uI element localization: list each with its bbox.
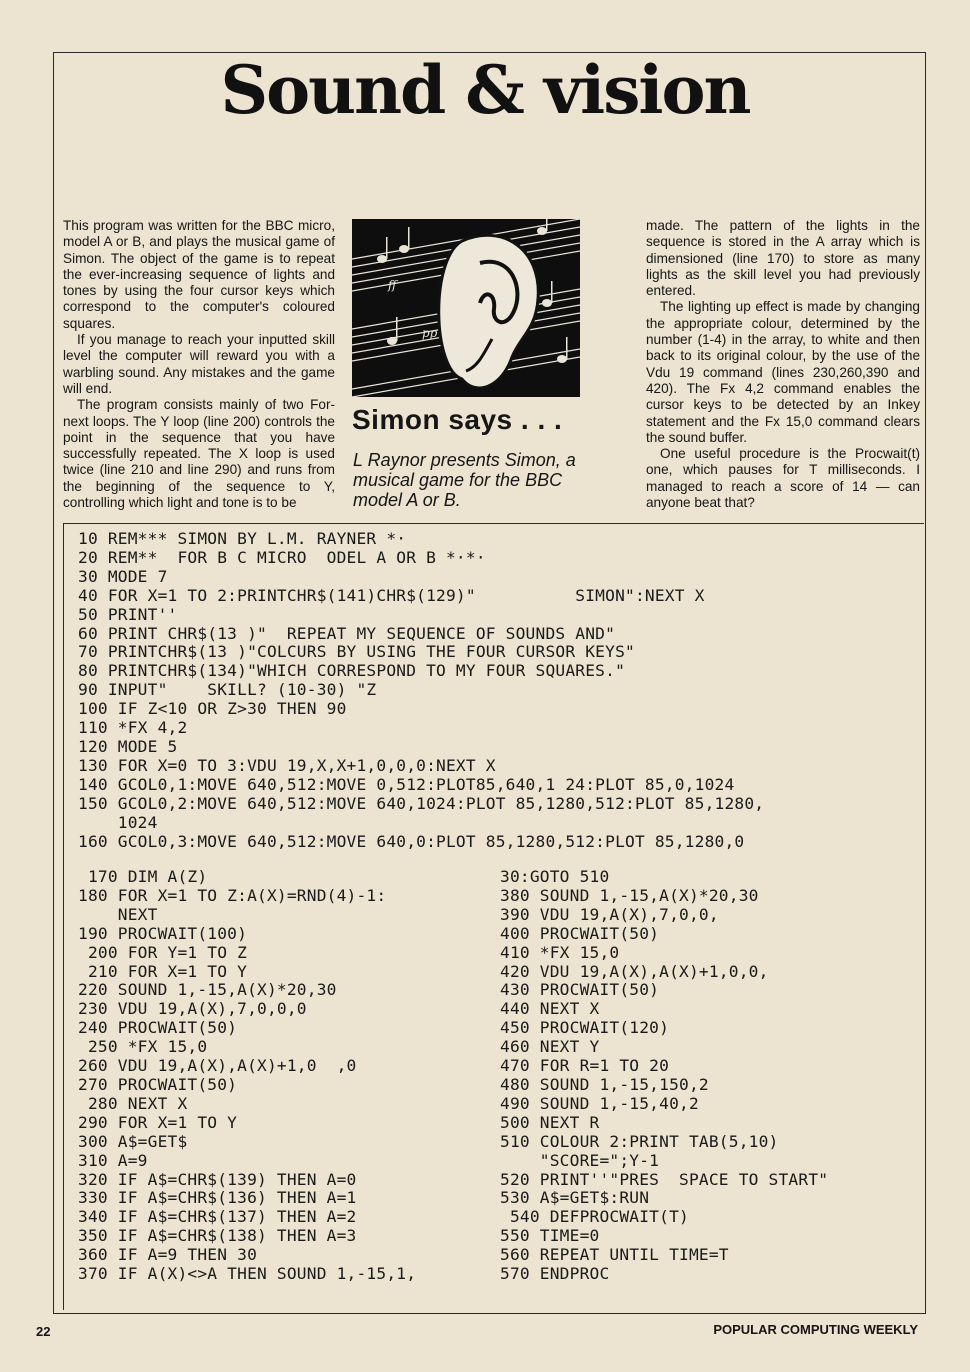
code-listing-left (78, 868, 416, 1284)
code-line: 240 PROCWAIT(50) (78, 1018, 238, 1038)
code-line: 40 FOR X=1 TO 2:PRINTCHR$(141)CHR$(129)" SIMON":NEXT X (78, 585, 705, 605)
code-line: 560 REPEAT UNTIL TIME=T (500, 1245, 729, 1265)
code-line: 310 A=9 (78, 1150, 148, 1170)
code-line: 280 NEXT X (78, 1093, 188, 1113)
code-line: 180 FOR X=1 TO Z:A(X)=RND(4)-1: (78, 885, 387, 905)
code-line: 140 GCOL0,1:MOVE 640,512:MOVE 0,512:PLOT85,640,1 24:PLOT 85,0,1024 (78, 774, 735, 794)
code-line: 530 A$=GET$:RUN (500, 1188, 650, 1208)
code-line: 440 NEXT X (500, 999, 600, 1019)
standfirst: L Raynor presents Simon, a musical game for the BBC model A or B. (353, 450, 576, 510)
svg-text:pp: pp (422, 326, 438, 340)
code-line: 130 FOR X=0 TO 3:VDU 19,X,X+1,0,0,0:NEXT X (78, 755, 496, 775)
code-line: 80 PRINTCHR$(134)"WHICH CORRESPOND TO MY FOUR SQUARES." (78, 661, 626, 681)
code-line: 400 PROCWAIT(50) (500, 923, 660, 943)
code-line: 160 GCOL0,3:MOVE 640,512:MOVE 640,0:PLOT 85,1280,512:PLOT 85,1280,0 (78, 831, 745, 851)
code-line: 520 PRINT''"PRES SPACE TO START" (500, 1169, 829, 1189)
code-line: 460 NEXT Y (500, 1037, 600, 1057)
code-line: 260 VDU 19,A(X),A(X)+1,0 ,0 (78, 1056, 357, 1076)
code-line: 370 IF A(X)<>A THEN SOUND 1,-15,1, (78, 1264, 417, 1284)
code-line: 200 FOR Y=1 TO Z (78, 942, 248, 962)
code-line: 340 IF A$=CHR$(137) THEN A=2 (78, 1207, 357, 1227)
code-line: 250 *FX 15,0 (78, 1037, 208, 1057)
code-line: 410 *FX 15,0 (500, 942, 620, 962)
magazine-name: POPULAR COMPUTING WEEKLY (713, 1322, 918, 1337)
code-line: 100 IF Z<10 OR Z>30 THEN 90 (78, 699, 347, 719)
code-line: 110 *FX 4,2 (78, 718, 188, 738)
code-listing-right (500, 868, 828, 1284)
code-line: 20 REM** FOR B C MICRO ODEL A OR B *·*· (78, 547, 486, 567)
code-line: 1024 (78, 812, 158, 832)
code-line: 380 SOUND 1,-15,A(X)*20,30 (500, 885, 759, 905)
code-line: 320 IF A$=CHR$(139) THEN A=0 (78, 1169, 357, 1189)
code-line: 470 FOR R=1 TO 20 (500, 1056, 670, 1076)
intro-column-3 (646, 218, 920, 511)
code-line: 220 SOUND 1,-15,A(X)*20,30 (78, 980, 337, 1000)
code-line: 120 MODE 5 (78, 736, 178, 756)
code-line: 170 DIM A(Z) (78, 867, 208, 886)
code-line: 50 PRINT'' (78, 604, 178, 624)
code-line: 330 IF A$=CHR$(136) THEN A=1 (78, 1188, 357, 1208)
code-line: 60 PRINT CHR$(13 )" REPEAT MY SEQUENCE OF SOUNDS AND" (78, 623, 616, 643)
code-line: 150 GCOL0,2:MOVE 640,512:MOVE 640,1024:PLOT 85,1280,512:PLOT 85,1280, (78, 793, 765, 813)
code-line: 450 PROCWAIT(120) (500, 1018, 670, 1038)
code-line: 300 A$=GET$ (78, 1131, 188, 1151)
code-line: 10 REM*** SIMON BY L.M. RAYNER *· (78, 529, 407, 548)
code-line: 30 MODE 7 (78, 566, 168, 586)
code-line: 550 TIME=0 (500, 1226, 600, 1246)
intro-paragraph: This program was written for the BBC micro, model A or B, and plays the musical game of Simon. The object of the game is to repeat the ever-increasing sequence of lights and tones by using the four cursor keys which correspond to the computer's coloured squares. (63, 218, 335, 331)
code-line: NEXT (78, 904, 158, 924)
page-title: Sound & vision (220, 51, 750, 129)
intro-paragraph: The program consists mainly of two For-next loops. The Y loop (line 200) controls the point in the sequence that you have successfully repeated. The X loop is used twice (line 210 and line 290) and runs from the beginning of the sequence to Y, controlling which light and tone is to be (63, 397, 335, 511)
svg-text:ff: ff (388, 278, 397, 292)
code-line: 270 PROCWAIT(50) (78, 1074, 238, 1094)
intro-paragraph: made. The pattern of the lights in the sequence is stored in the A array which is dimensioned (line 170) to store as many lights as the skill level you had previously entered. (646, 218, 920, 299)
code-line: 390 VDU 19,A(X),7,0,0, (500, 904, 719, 924)
code-line: 30:GOTO 510 (500, 867, 610, 886)
code-listing-top (78, 530, 764, 851)
code-line: 290 FOR X=1 TO Y (78, 1112, 238, 1132)
code-line: 500 NEXT R (500, 1112, 600, 1132)
intro-paragraph: The lighting up effect is made by changing the appropriate colour, determined by the number (1-4) in the array, to white and then back to its original colour, by the use of the Vdu 19 command (lines 230,260,390 and 420). The Fx 4,2 command enables the cursor keys to be detected by an Inkey statement and the Fx 15,0 command clears the sound buffer. (646, 299, 920, 445)
code-line: 480 SOUND 1,-15,150,2 (500, 1074, 709, 1094)
ear-icon (352, 219, 580, 397)
code-line: 420 VDU 19,A(X),A(X)+1,0,0, (500, 961, 769, 981)
code-line: 190 PROCWAIT(100) (78, 923, 248, 943)
code-line: 230 VDU 19,A(X),7,0,0,0 (78, 999, 307, 1019)
ear-music-illustration (352, 219, 580, 397)
code-line: 510 COLOUR 2:PRINT TAB(5,10) (500, 1131, 779, 1151)
code-line: 490 SOUND 1,-15,40,2 (500, 1093, 699, 1113)
code-line: 350 IF A$=CHR$(138) THEN A=3 (78, 1226, 357, 1246)
intro-paragraph: If you manage to reach your inputted skill level the computer will reward you with a warbling sound. Any mistakes and the game will end. (63, 332, 335, 396)
page-number: 22 (36, 1324, 51, 1339)
code-line: "SCORE=";Y-1 (500, 1150, 660, 1170)
code-line: 70 PRINTCHR$(13 )"COLCURS BY USING THE FOUR CURSOR KEYS" (78, 642, 635, 662)
intro-paragraph: One useful procedure is the Procwait(t) one, which pauses for T milliseconds. I managed to reach a score of 14 — can anyone beat that? (646, 446, 920, 511)
intro-column-1 (63, 218, 335, 511)
code-line: 540 DEFPROCWAIT(T) (500, 1207, 689, 1227)
code-line: 90 INPUT" SKILL? (10-30) "Z (78, 680, 377, 700)
code-line: 210 FOR X=1 TO Y (78, 961, 248, 981)
code-line: 430 PROCWAIT(50) (500, 980, 660, 1000)
code-line: 570 ENDPROC (500, 1264, 610, 1284)
headline: Simon says . . . (352, 404, 563, 435)
code-line: 360 IF A=9 THEN 30 (78, 1245, 258, 1265)
